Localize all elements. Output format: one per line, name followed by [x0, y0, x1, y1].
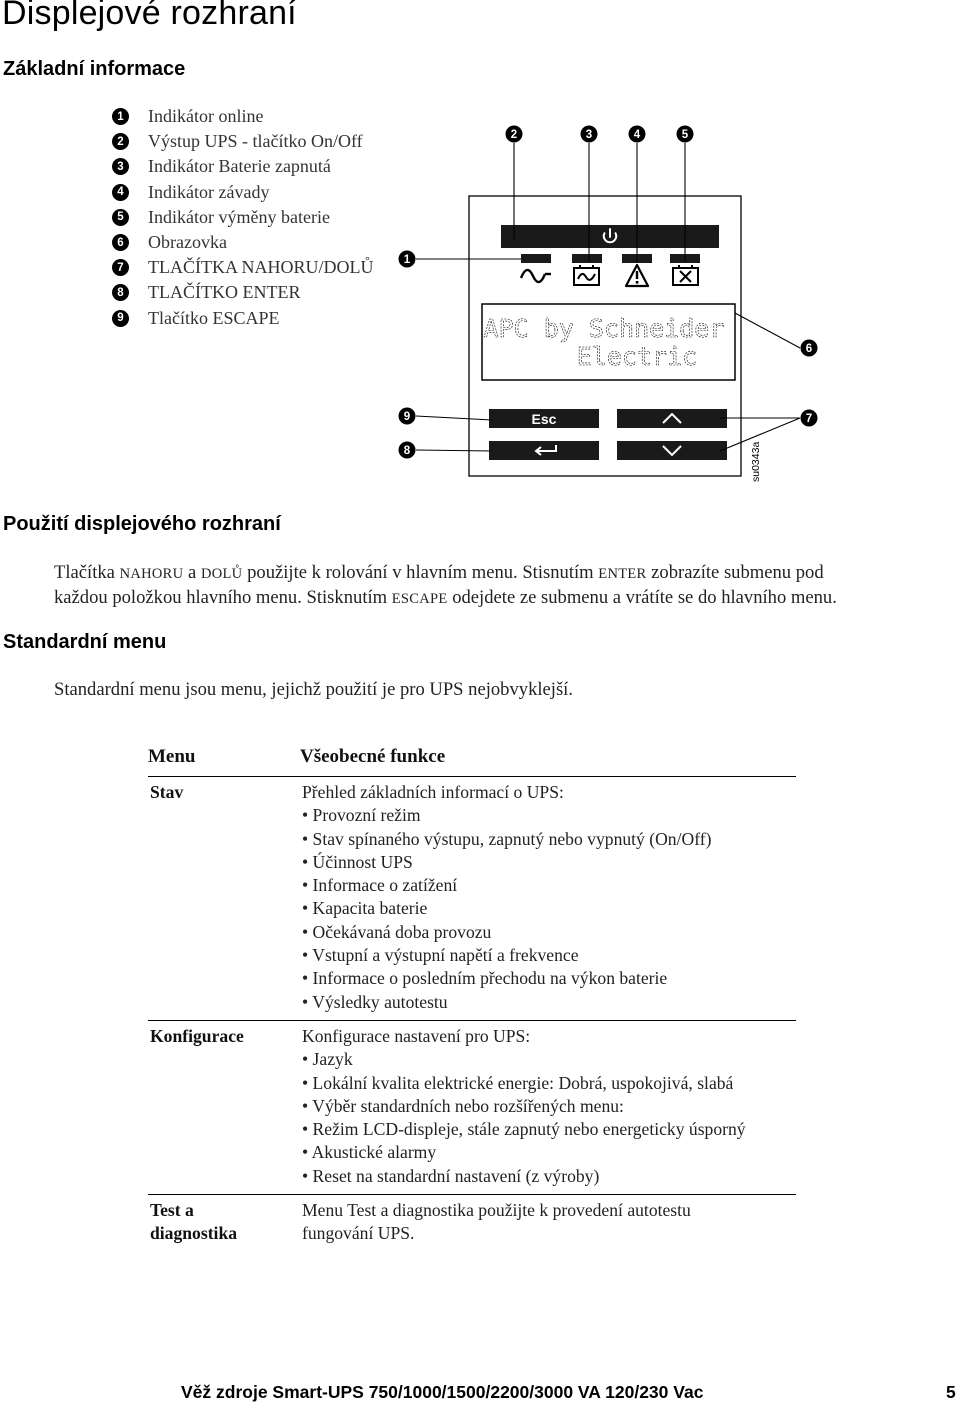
legend-item-text: Indikátor online — [148, 106, 264, 127]
function-item: • Jazyk — [302, 1049, 353, 1070]
table-row — [148, 777, 796, 1021]
legend-item-text: Indikátor výměny baterie — [148, 206, 330, 227]
callout-badge-number: 9 — [403, 411, 411, 423]
legend-item-text: TLAČÍTKO ENTER — [148, 282, 301, 303]
callout-badge-number: 5 — [681, 129, 689, 141]
table-header-row — [148, 736, 796, 777]
callout-badge-number: 8 — [403, 445, 411, 457]
usage-paragraph-line1 — [54, 560, 824, 587]
text-fragment: použijte k rolování v hlavním menu. Stisnutím — [242, 562, 599, 583]
function-item: • Stav spínaného výstupu, zapnutý nebo vypnutý (On/Off) — [302, 828, 712, 849]
led-bar-online — [521, 254, 551, 263]
function-item: • Informace o posledním přechodu na výkon baterie — [302, 968, 668, 989]
callout-number: 6 — [112, 234, 129, 251]
key-name-down: DOLŮ — [200, 566, 243, 582]
callout-number: 8 — [112, 284, 129, 301]
callout-badge-number: 7 — [805, 413, 813, 425]
function-item: • Informace o zatížení — [302, 875, 458, 896]
menu-name-configuration: Konfigurace — [148, 1020, 300, 1194]
key-name-escape: ESCAPE — [391, 591, 448, 607]
legend-item-text: Obrazovka — [148, 232, 227, 253]
legend-item-text: Indikátor závady — [148, 181, 270, 202]
escape-button-label: Esc — [531, 411, 557, 427]
lcd-text-line1: APC by Schneider — [483, 314, 725, 343]
callout-badge-number: 1 — [403, 254, 411, 266]
callout-number: 3 — [112, 158, 129, 175]
menu-name-status: Stav — [148, 777, 300, 1021]
figure-code: su0343a — [750, 441, 762, 482]
footer-title: Věž zdroje Smart-UPS 750/1000/1500/2200/3000 VA 120/230 Vac — [181, 1382, 704, 1402]
function-item: • Provozní režim — [302, 805, 421, 826]
table-row — [148, 1020, 796, 1194]
key-name-enter: ENTER — [598, 566, 647, 582]
section-heading-standard-menu: Standardní menu — [3, 631, 167, 653]
function-item: • Výběr standardních nebo rozšířených menu: — [302, 1095, 624, 1116]
function-item: • Očekávaná doba provozu — [302, 921, 492, 942]
legend-item-text: Výstup UPS - tlačítko On/Off — [148, 131, 363, 152]
function-item: • Účinnost UPS — [302, 851, 413, 872]
column-header-menu: Menu — [148, 736, 300, 777]
functions-intro: Konfigurace nastavení pro UPS: — [302, 1025, 531, 1046]
text-fragment: a — [183, 562, 201, 583]
callout-badge-number: 3 — [585, 129, 593, 141]
callout-number: 2 — [112, 133, 129, 150]
standard-menu-table — [148, 736, 796, 1252]
callout-badge-number: 2 — [510, 129, 518, 141]
callout-number: 1 — [112, 108, 129, 125]
menu-name-line: Test a — [150, 1200, 194, 1221]
menu-functions — [300, 1020, 796, 1194]
led-bar-battery-on — [572, 254, 602, 263]
up-button[interactable] — [617, 409, 727, 428]
callout-badge-number: 6 — [805, 343, 813, 355]
section-heading-usage: Použití displejového rozhraní — [3, 513, 281, 535]
usage-paragraph-line2 — [54, 585, 837, 612]
table-row — [148, 1195, 796, 1252]
function-item: • Akustické alarmy — [302, 1142, 437, 1163]
function-item: • Lokální kvalita elektrické energie: Dobrá, uspokojivá, slabá — [302, 1072, 734, 1093]
lcd-text-line2: Electric — [576, 342, 698, 371]
text-fragment: odejdete ze submenu a vrátíte se do hlavního menu. — [447, 587, 837, 608]
text-fragment: zobrazíte submenu pod — [646, 562, 824, 583]
legend-item-text: Tlačítko ESCAPE — [148, 307, 280, 328]
functions-text-line: Menu Test a diagnostika použijte k provedení autotestu — [302, 1200, 691, 1221]
function-item: • Kapacita baterie — [302, 898, 428, 919]
section-heading-basic: Základní informace — [3, 58, 186, 80]
menu-functions — [300, 777, 796, 1021]
callout-number: 9 — [112, 310, 129, 327]
column-header-functions: Všeobecné funkce — [300, 736, 796, 777]
function-item: • Režim LCD-displeje, stále zapnutý nebo energeticky úsporný — [302, 1119, 746, 1140]
function-item: • Vstupní a výstupní napětí a frekvence — [302, 945, 579, 966]
down-button[interactable] — [617, 441, 727, 460]
callout-number: 4 — [112, 184, 129, 201]
standard-menu-description: Standardní menu jsou menu, jejichž použití je pro UPS nejobvyklejší. — [54, 679, 573, 700]
key-name-up: NAHORU — [119, 566, 184, 582]
functions-intro: Přehled základních informací o UPS: — [302, 782, 564, 802]
function-item: • Reset na standardní nastavení (z výroby) — [302, 1165, 600, 1186]
text-fragment: každou položkou hlavního menu. Stisknutím — [54, 587, 392, 608]
legend-item-text: Indikátor Baterie zapnutá — [148, 156, 331, 177]
page-title: Displejové rozhraní — [2, 0, 297, 32]
menu-name-test-diagnostics — [148, 1195, 300, 1252]
display-panel-diagram — [0, 0, 960, 500]
menu-name-line: diagnostika — [150, 1223, 238, 1244]
callout-badge-number: 4 — [633, 129, 641, 141]
legend-item-text: TLAČÍTKA NAHORU/DOLŮ — [148, 257, 374, 278]
callout-number: 5 — [112, 209, 129, 226]
menu-functions — [300, 1195, 796, 1252]
text-fragment: Tlačítka — [54, 562, 120, 583]
callout-number: 7 — [112, 259, 129, 276]
page-number: 5 — [946, 1382, 956, 1402]
function-item: • Výsledky autotestu — [302, 991, 448, 1012]
functions-text-line: fungování UPS. — [302, 1223, 415, 1244]
